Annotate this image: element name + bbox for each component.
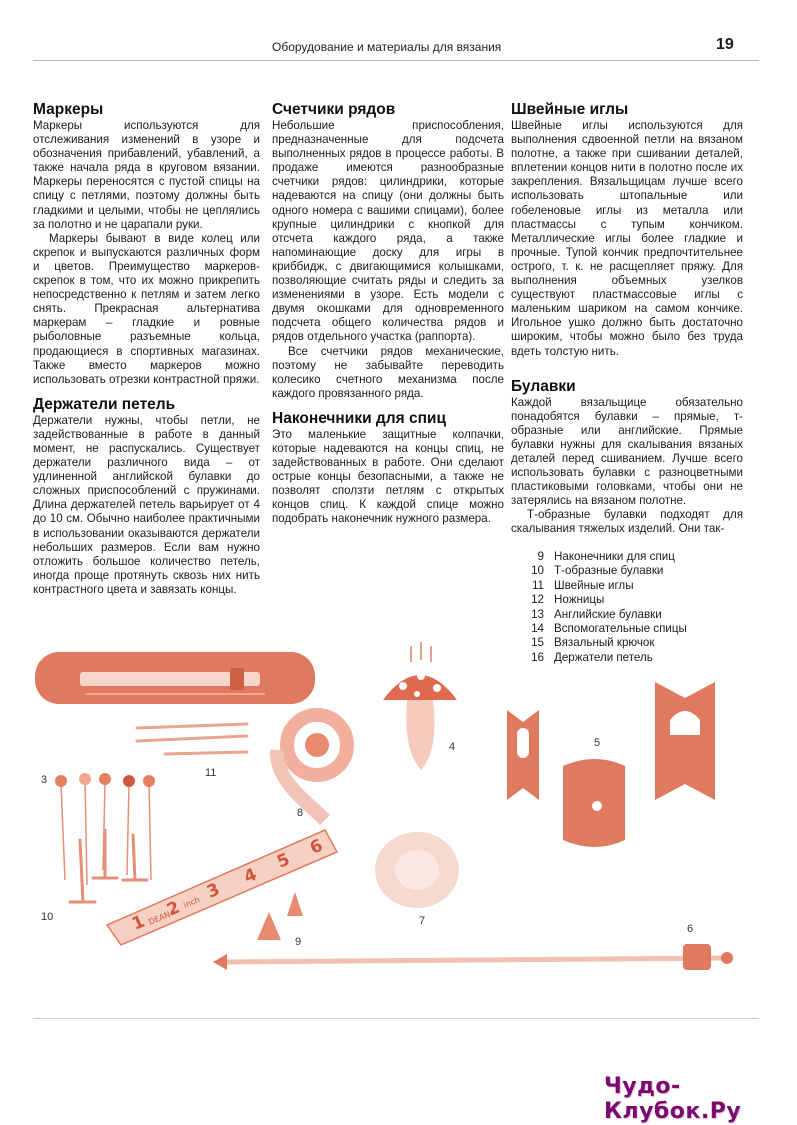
page-number: 19 — [716, 36, 734, 53]
needle-tips-icon — [257, 892, 303, 940]
mushroom-counter-icon — [383, 642, 457, 770]
callout-number: 5 — [594, 737, 601, 749]
callout-number: 4 — [449, 741, 456, 753]
legend-item: 13 Английские булавки — [531, 607, 662, 621]
running-header: Оборудование и материалы для вязания — [272, 40, 502, 54]
ruler-gauge-icon — [35, 652, 315, 704]
tape-number: 3 — [204, 879, 223, 903]
callout-number: 10 — [41, 911, 54, 923]
legend-item: 10 Т-образные булавки — [531, 564, 664, 578]
heading-pins: Булавки — [511, 377, 576, 395]
t-pins-icon — [70, 830, 147, 902]
paragraph: Швейные иглы используются для выполнения сдвоенной петли на вязаном полотне, а также при сшивании деталей, вплетении концов нити в полотно после их закрепления. Вязальщицам лучше всего использовать штопальные или гобеленовые иглы из металла или пластмассы с тупым кончиком. Металлические иглы более гладкие и прочные. Тупой кончик предпочтительнее острого, т. к. не расщепляет пряжу. Для выполнения объемных узелков существуют пластмассовые иглы с маленьким шариком на самом кончике. Игольное ушко должно быть достаточно широким, чтобы можно было без труда вдеть толстую нить. — [511, 119, 743, 358]
paragraph: Это маленькие защитные колпачки, которые надеваются на концы спиц, не задействованных в работе. Они сделают острые концы безопасными, а также не позволят сползти петлям с открытых концов спиц. К каждой спице можно подобрать наконечник нужного размера. — [272, 427, 504, 526]
callout-number: 7 — [419, 915, 426, 927]
tape-number: 4 — [241, 864, 260, 888]
heading-stitch-holders: Держатели петель — [33, 395, 176, 413]
callout-number: 11 — [205, 767, 217, 779]
heading-row-counters: Счетчики рядов — [272, 101, 396, 118]
heading-markers: Маркеры — [33, 101, 104, 118]
yarn-bobbins-icon — [507, 682, 715, 847]
sewing-needles-icon — [137, 724, 247, 754]
column-right — [511, 100, 743, 537]
footer-rule — [33, 1018, 759, 1019]
tape-number: 5 — [274, 849, 293, 873]
callout-number: 9 — [295, 936, 302, 948]
legend-item: 9 Наконечники для спиц — [537, 550, 675, 563]
knitting-needle-icon — [213, 944, 733, 970]
legend-item: 14 Вспомогательные спицы — [531, 622, 687, 636]
legend-item: 15 Вязальный крючок — [531, 636, 655, 650]
column-middle — [272, 100, 504, 527]
tape-number: 2 — [164, 897, 183, 921]
tape-number: 6 — [307, 835, 326, 859]
tape-brand: DEAN — [147, 909, 172, 927]
paragraph: Каждой вязальщице обязательно понадобятся булавки – прямые, т-образные или английские. Прямые булавки нужны для скалывания вязаных деталей перед сшиванием. Лучше всего использовать булавки с разноцветными пластиковыми головками, чтобы они не затерялись на вязаном полотне. — [511, 395, 743, 508]
callout-number: 6 — [687, 923, 694, 935]
paragraph: Маркеры используются для отслеживания изменений в узоре и обозначения прибавлений, убавлений, а также начала ряда в круговом вязании. Маркеры переносятся с пустой спицы на спицу с петлями, поэтому должны быть гладкими и целыми, чтобы не цеплялись за полотно и не царапали руки. — [33, 119, 260, 231]
heading-sewing-needles: Швейные иглы — [511, 101, 629, 118]
tools-photo — [25, 640, 770, 985]
tape-unit: inch — [182, 895, 202, 910]
paragraph: Маркеры бывают в виде колец или скрепок и выпускаются различных форм и цветов. Преимущество маркеров-скрепок в том, что их можно прикрепить непосредственно к петлям и затем легко снять. Прекрасная альтернатива маркерам – гладкие и ровные рыболовные разъемные кольца, продающиеся в спортивных магазинах. Также вместо маркеров можно использовать отрезки контрастной пряжи. — [33, 231, 260, 386]
watermark: Чудо-Клубок.Ру — [604, 1074, 742, 1124]
point-protector-disc-icon — [375, 832, 459, 908]
paragraph: Т-образные булавки подходят для скалывания тяжелых изделий. Они так- — [511, 508, 743, 536]
legend-item: 12 Ножницы — [531, 593, 605, 607]
legend-item: 16 Держатели петель — [531, 650, 653, 664]
heading-needle-tips: Наконечники для спиц — [272, 409, 446, 427]
legend-item: 11 Швейные иглы — [531, 578, 634, 592]
paragraph: Все счетчики рядов механические, поэтому не забывайте переводить колесико счетного механизма после каждого провязанного ряда. — [272, 344, 504, 400]
tape-measure-icon — [107, 715, 347, 945]
callout-number: 3 — [41, 774, 48, 786]
paragraph: Небольшие приспособления, предназначенные для подсчета выполненных рядов в процессе работы. В продаже имеются разнообразные счетчики рядов: цилиндрики, которые надеваются на спицу (они должны быть одного номера с вашими спицами), более крупные цилиндрики с кнопкой для отсчета каждого ряда, а также напоминающие доску для игры в криббидж, с двигающимися колышками, позволяющие считать ряды и следить за изменениями в узоре. Есть модели с двумя окошками для одновременного подсчета общего количества рядов и рядов отдельного участка (раппорта). — [272, 119, 504, 344]
header-rule — [33, 60, 759, 61]
callout-number: 8 — [297, 807, 304, 819]
column-left — [33, 100, 260, 597]
paragraph: Держатели нужны, чтобы петли, не задействованные в работе в данный момент, не распускались. Существует держатели различного вида – от удлиненной английской булавки до сложных приспособлений с пружинами. Длина держателей петель варьирует от 4 до 10 см. Обычно наиболее практичными в использовании оказываются держатели небольших размеров. Если вам нужно отложить большое количество петель, иногда проще протянуть сквозь них нить контрастного цвета и завязать концы. — [33, 413, 260, 596]
tape-number: 1 — [129, 911, 148, 935]
